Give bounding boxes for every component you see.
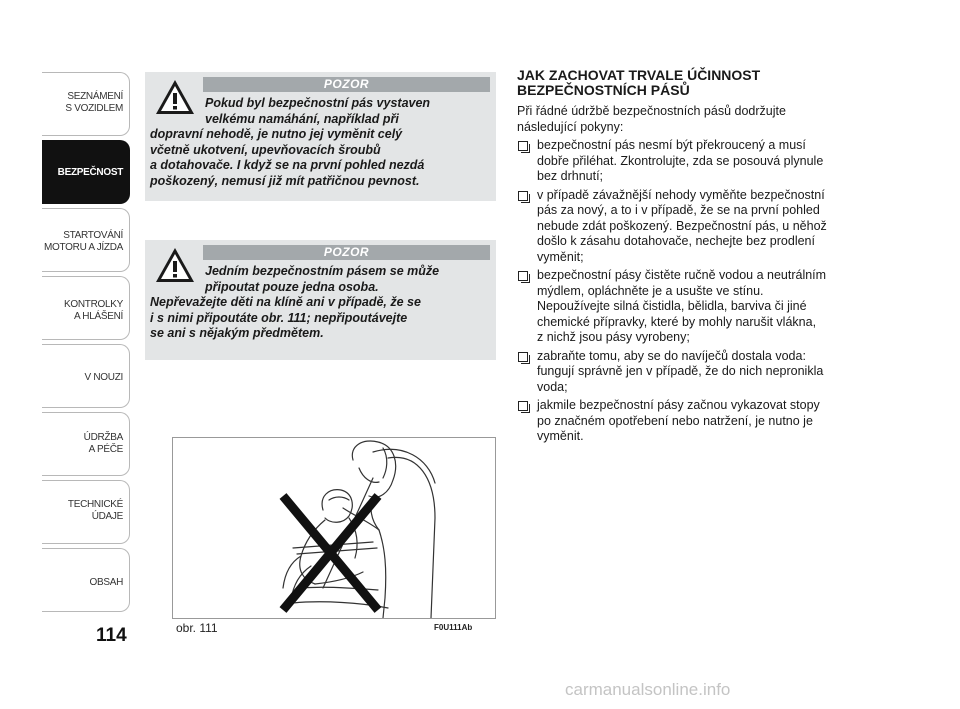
checkbox-bullet-icon: [518, 191, 528, 201]
tab-label: OBSAH: [89, 577, 123, 588]
warning-title: POZOR: [323, 245, 370, 259]
tab-label: TECHNICKÉ: [67, 499, 123, 510]
tab-label: A PÉČE: [88, 444, 123, 455]
list-item-line: fungují správně jen v případě, že do nich nepronikla: [537, 364, 824, 378]
warning-line: i s nimi připoutáte obr. 111; nepřipoutávejte: [150, 310, 408, 325]
list-item-line: mýdlem, opláchněte je a usušte ve stínu.: [537, 283, 764, 298]
heading-line: BEZPEČNOSTNÍCH PÁSŮ: [517, 82, 690, 98]
page-number: 114: [96, 625, 127, 646]
warning-line: dopravní nehodě, je nutno jej vyměnit celý: [150, 127, 403, 141]
warning-box: [145, 72, 496, 201]
list-item: [517, 138, 877, 185]
list-item-line: pás za nový, a to i v případě, že se na první pohled: [537, 203, 820, 217]
checkbox-bullet-icon: [518, 271, 528, 281]
section-intro: [517, 104, 877, 135]
list-item: [517, 188, 877, 266]
list-item-line: bez drhnutí;: [537, 169, 604, 183]
list-item-line: vyměnit;: [537, 249, 584, 264]
warning-line: připoutat pouze jedna osoba.: [205, 279, 379, 294]
tab-label: A HLÁŠENÍ: [74, 311, 123, 322]
tab-label: STARTOVÁNÍ: [63, 230, 123, 241]
list-item-line: chemické přípravky, které by mohly narušit vlákna,: [537, 314, 817, 329]
list-item: [517, 268, 877, 346]
tab-v-nouzi[interactable]: [42, 344, 130, 408]
warning-line: Jedním bezpečnostním pásem se může: [205, 264, 440, 278]
section-heading: [517, 68, 877, 98]
tab-label: KONTROLKY: [64, 299, 123, 310]
list-item-line: vyměnit.: [537, 429, 584, 443]
list-item-line: bezpečnostní pás nesmí být překroucený a musí: [537, 138, 806, 152]
intro-line: následující pokyny:: [517, 119, 624, 134]
warning-title-bar: [203, 77, 490, 92]
list-item: [517, 349, 877, 396]
list-item-line: voda;: [537, 379, 568, 394]
tab-label: ÚDAJE: [91, 511, 123, 522]
tab-kontrolky[interactable]: [42, 276, 130, 340]
list-item-line: zabraňte tomu, aby se do navíječů dostala voda:: [537, 348, 806, 363]
tab-label: SEZNÁMENÍ: [67, 91, 123, 102]
tab-bezpecnost[interactable]: [42, 140, 130, 204]
checkbox-bullet-icon: [518, 401, 528, 411]
warning-title-bar: [203, 245, 490, 260]
checkbox-bullet-icon: [518, 141, 528, 151]
warning-line: se ani s nějakým předmětem.: [150, 326, 324, 340]
list-item-line: v případě závažnější nehody vyměňte bezpečnostní: [537, 187, 825, 202]
heading-line: JAK ZACHOVAT TRVALE ÚČINNOST: [517, 67, 761, 83]
figure-code: F0U111Ab: [434, 623, 473, 632]
list-item: [517, 398, 877, 445]
list-item-line: Nepoužívejte silná čistidla, bělidla, barviva či jiné: [537, 299, 807, 313]
warning-line: a dotahovače. I když se na první pohled nezdá: [150, 158, 425, 172]
tab-label: V NOUZI: [84, 372, 123, 383]
list-item-line: nebude zdát poškozený. Bezpečnostní pás, u něhož: [537, 218, 827, 233]
illustration-child-on-lap: [173, 438, 495, 618]
tab-udrzba[interactable]: [42, 412, 130, 476]
warning-line: Nepřevažejte děti na klíně ani v případě, že se: [150, 295, 421, 309]
warning-line: poškozený, nemusí již mít patřičnou pevnost.: [150, 173, 420, 188]
warning-line: Pokud byl bezpečnostní pás vystaven: [205, 96, 431, 110]
figure-illustration: [172, 437, 496, 619]
list-item-line: došlo k zásahu dotahovače, nechejte bez prodlení: [537, 234, 815, 248]
warning-text: [150, 264, 488, 342]
list-item-line: bezpečnostní pásy čistěte ručně vodou a neutrálním: [537, 268, 827, 282]
tab-startovani[interactable]: [42, 208, 130, 272]
tab-label: ÚDRŽBA: [83, 432, 123, 443]
tab-obsah[interactable]: [42, 548, 130, 612]
warning-box: [145, 240, 496, 360]
watermark: carmanualsonline.info: [565, 680, 731, 699]
warning-text: [150, 96, 488, 189]
list-item-line: jakmile bezpečnostní pásy začnou vykazovat stopy: [537, 398, 820, 412]
warning-line: včetně ukotvení, upevňovacích šroubů: [150, 142, 381, 157]
list-item-line: z nichž jsou pásy vyrobeny;: [537, 330, 690, 344]
intro-line: Při řádné údržbě bezpečnostních pásů dodržujte: [517, 104, 786, 118]
tab-label: BEZPEČNOST: [57, 167, 123, 178]
tab-technicke-udaje[interactable]: [42, 480, 130, 544]
warning-title: POZOR: [323, 77, 370, 91]
list-item-line: dobře přiléhat. Zkontrolujte, zda se posouvá plynule: [537, 153, 824, 168]
checkbox-bullet-icon: [518, 352, 528, 362]
tab-label: S VOZIDLEM: [65, 103, 123, 114]
tab-label: MOTORU A JÍZDA: [44, 242, 123, 253]
warning-line: velkému namáhání, například při: [205, 111, 399, 126]
tab-seznameni[interactable]: [42, 72, 130, 136]
maintenance-section: [517, 68, 877, 448]
list-item-line: po značném opotřebení nebo natržení, je nutno je: [537, 413, 813, 428]
figure-caption: obr. 111: [176, 621, 218, 635]
